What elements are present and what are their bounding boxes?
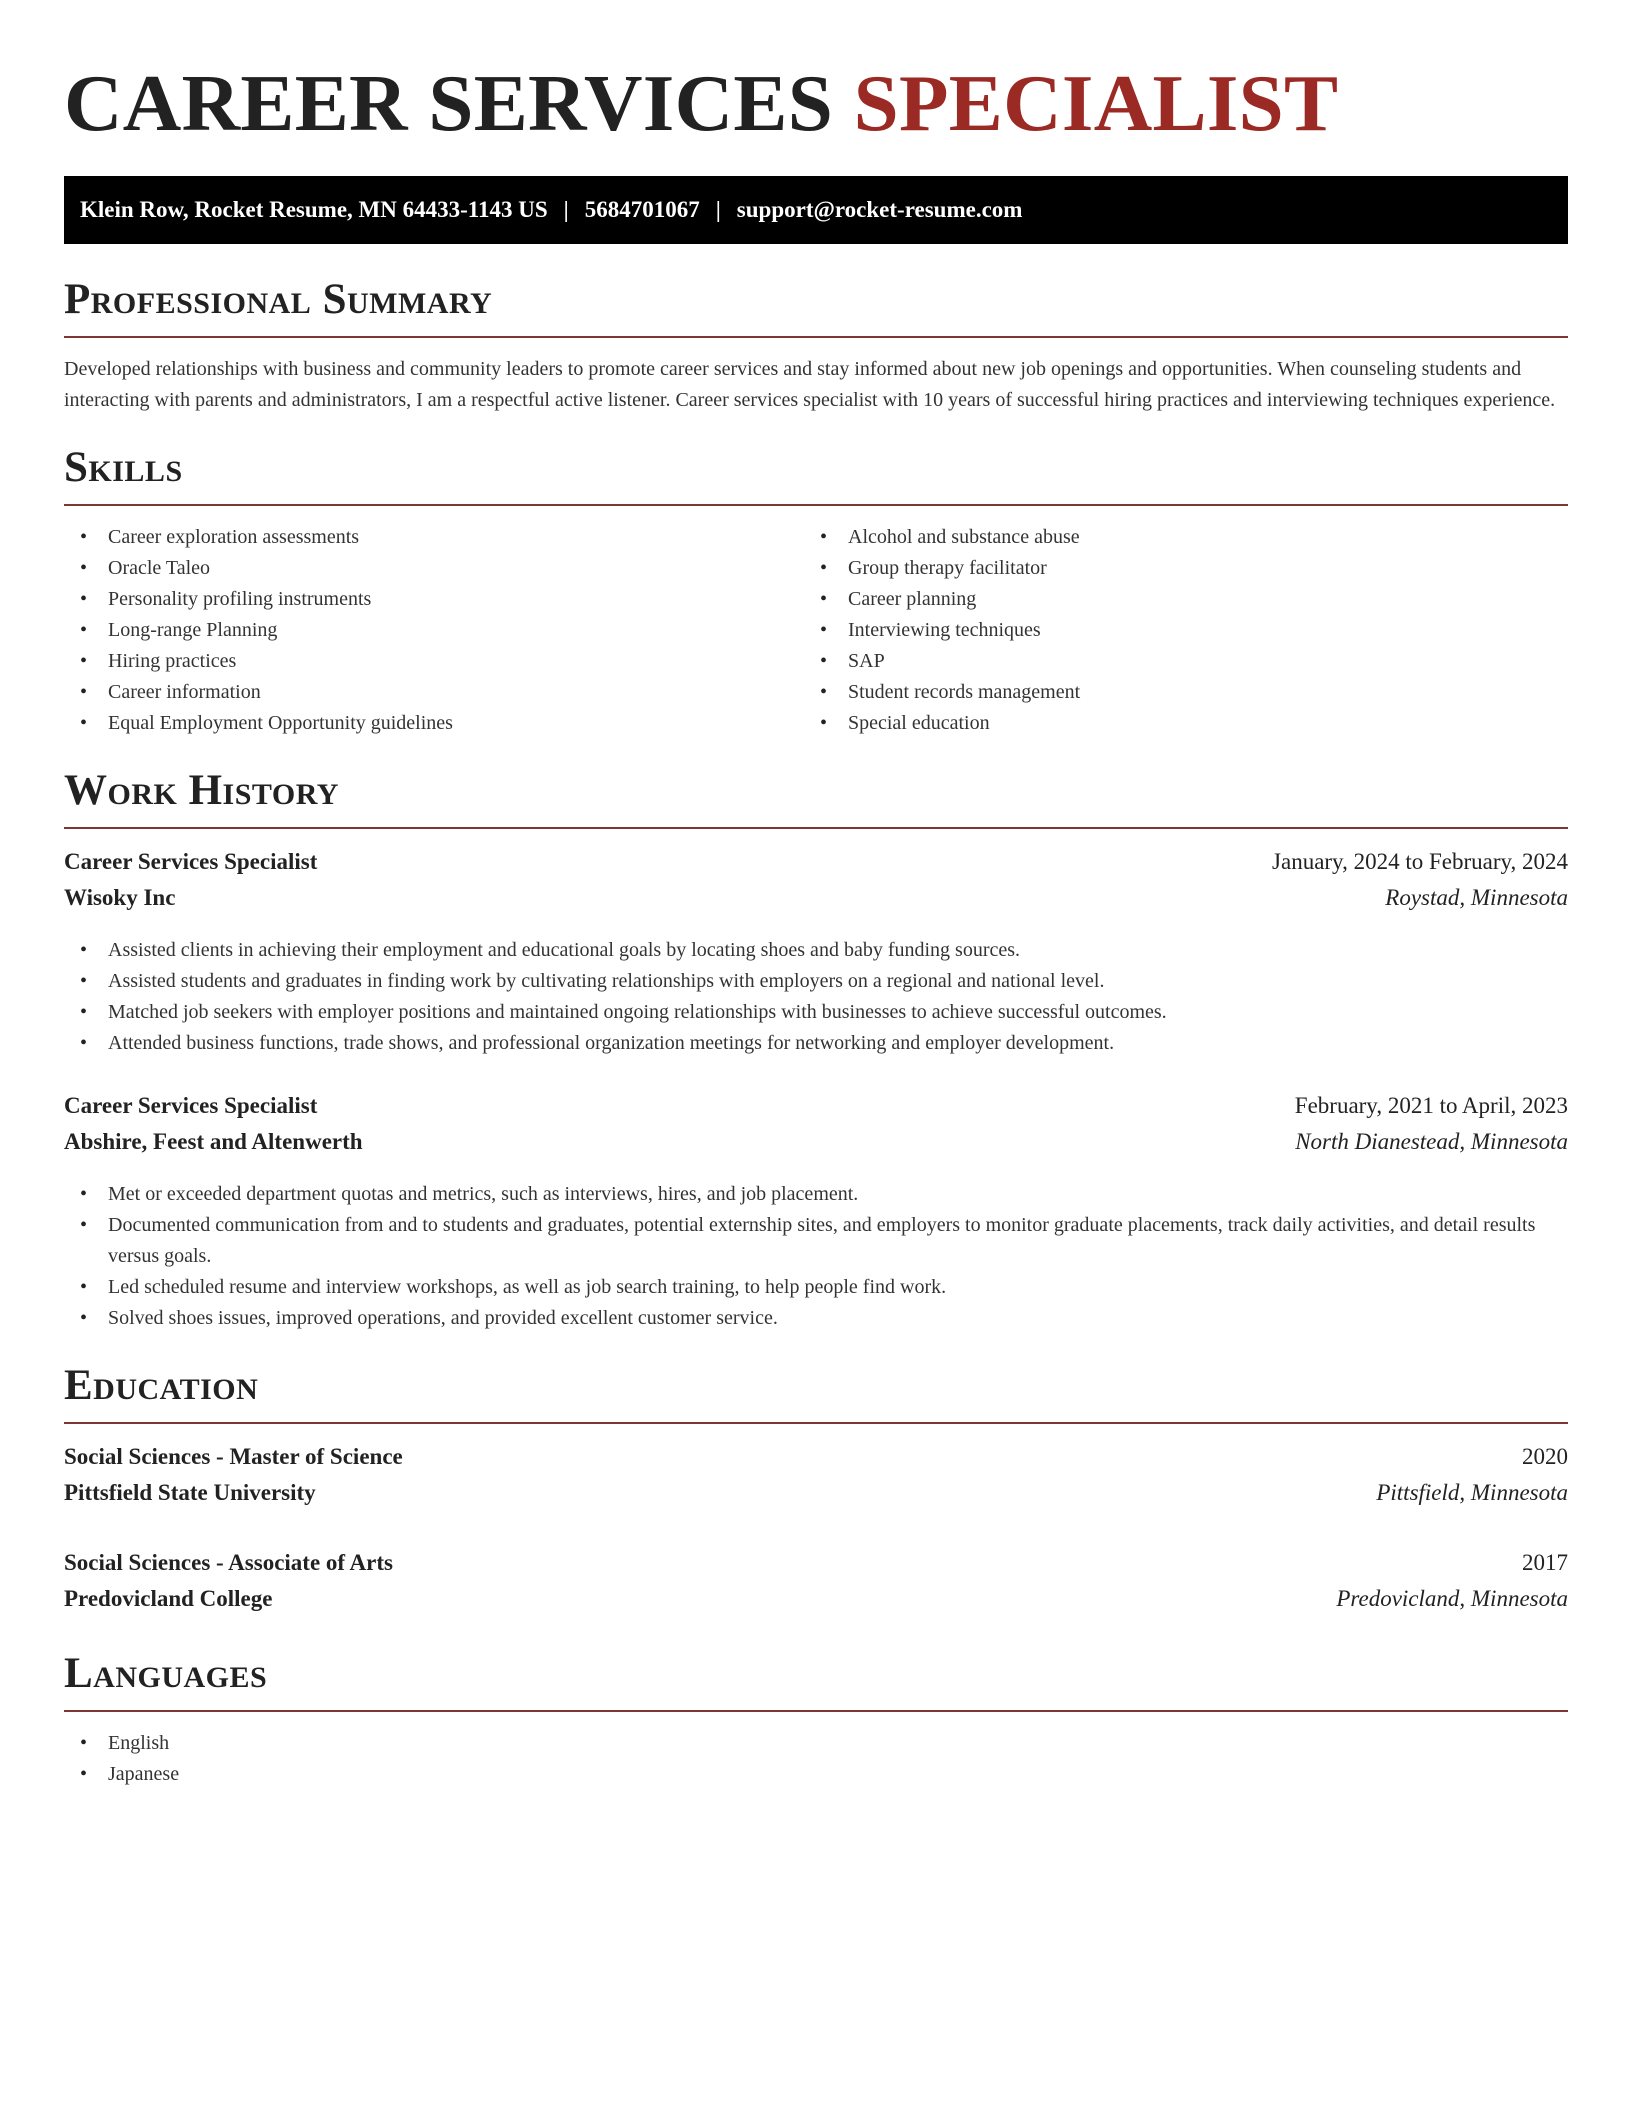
skill-item: • Personality profiling instruments — [64, 584, 804, 615]
title-part-2: SPECIALIST — [853, 58, 1339, 148]
job-location: North Dianestead, Minnesota — [1295, 1129, 1568, 1154]
school-location: Pittsfield, Minnesota — [1376, 1480, 1568, 1505]
degree: Social Sciences - Associate of Arts — [64, 1550, 393, 1575]
resume-page — [64, 56, 1568, 1790]
graduation-year: 2020 — [1522, 1444, 1568, 1469]
job-bullet: • Led scheduled resume and interview workshops, as well as job search training, to help people find work. — [64, 1272, 1568, 1303]
skill-item: • Long-range Planning — [64, 615, 804, 646]
section-heading: Languages — [64, 1650, 1568, 1712]
language-item: • Japanese — [64, 1759, 1568, 1790]
skill-item: • Career information — [64, 677, 804, 708]
job-company: Wisoky Inc — [64, 885, 176, 910]
skill-item: • Career exploration assessments — [64, 522, 804, 553]
degree: Social Sciences - Master of Science — [64, 1444, 403, 1469]
skill-item: • SAP — [804, 646, 1544, 677]
job-title: Career Services Specialist — [64, 1093, 318, 1118]
contact-phone: 5684701067 — [584, 197, 700, 222]
job-bullet: • Matched job seekers with employer positions and maintained ongoing relationships with businesses to achieve successful outcomes. — [64, 997, 1568, 1028]
section-heading: Work History — [64, 767, 1568, 829]
job-entry — [64, 1093, 1568, 1334]
job-location: Roystad, Minnesota — [1385, 885, 1568, 910]
summary-section — [64, 276, 1568, 416]
skill-item: • Group therapy facilitator — [804, 553, 1544, 584]
job-title: Career Services Specialist — [64, 849, 318, 874]
job-entry — [64, 849, 1568, 1059]
skill-item: • Interviewing techniques — [804, 615, 1544, 646]
job-bullet: • Solved shoes issues, improved operations, and provided excellent customer service. — [64, 1303, 1568, 1334]
education-entry — [64, 1444, 1568, 1516]
skill-item: • Hiring practices — [64, 646, 804, 677]
resume-title — [64, 56, 1568, 150]
section-heading: Education — [64, 1362, 1568, 1424]
summary-text: Developed relationships with business and community leaders to promote career services and stay informed about new job openings and opportunities. When counseling students and interacting with parents and administrators, I am a respectful active listener. Career services specialist with 10 years of successful hiring practices and interviewing techniques experience. — [64, 358, 1556, 411]
languages-section — [64, 1650, 1568, 1790]
skills-list-right — [804, 522, 1544, 739]
job-company: Abshire, Feest and Altenwerth — [64, 1129, 363, 1154]
job-bullet: • Documented communication from and to students and graduates, potential externship sites, and employers to monitor graduate placements, track daily activities, and detail results versus goals. — [64, 1210, 1568, 1272]
skill-item: • Career planning — [804, 584, 1544, 615]
job-dates: February, 2021 to April, 2023 — [1294, 1093, 1568, 1118]
school-location: Predovicland, Minnesota — [1336, 1586, 1568, 1611]
skills-section — [64, 444, 1568, 739]
skill-item: • Student records management — [804, 677, 1544, 708]
skill-item: • Equal Employment Opportunity guidelines — [64, 708, 804, 739]
job-dates: January, 2024 to February, 2024 — [1272, 849, 1568, 874]
job-bullets — [64, 1179, 1568, 1334]
language-item: • English — [64, 1728, 1568, 1759]
skill-item: • Oracle Taleo — [64, 553, 804, 584]
contact-email: support@rocket-resume.com — [736, 197, 1023, 222]
contact-separator: | — [563, 197, 569, 222]
contact-separator: | — [715, 197, 721, 222]
contact-address: Klein Row, Rocket Resume, MN 64433-1143 US — [80, 197, 548, 222]
job-bullets — [64, 935, 1568, 1059]
title-part-1: CAREER SERVICES — [64, 58, 834, 148]
work-history-section — [64, 767, 1568, 1334]
skill-item: • Special education — [804, 708, 1544, 739]
job-bullet: • Assisted students and graduates in finding work by cultivating relationships with employers on a regional and national level. — [64, 966, 1568, 997]
section-heading: Skills — [64, 444, 1568, 506]
contact-bar — [64, 176, 1568, 244]
graduation-year: 2017 — [1522, 1550, 1568, 1575]
education-entry — [64, 1550, 1568, 1622]
skills-columns — [64, 522, 1568, 739]
skills-list-left — [64, 522, 804, 739]
job-bullet: • Attended business functions, trade shows, and professional organization meetings for networking and employer development. — [64, 1028, 1568, 1059]
school-name: Predovicland College — [64, 1586, 273, 1611]
languages-list — [64, 1728, 1568, 1790]
job-bullet: • Assisted clients in achieving their employment and educational goals by locating shoes and baby funding sources. — [64, 935, 1568, 966]
job-bullet: • Met or exceeded department quotas and metrics, such as interviews, hires, and job placement. — [64, 1179, 1568, 1210]
education-section — [64, 1362, 1568, 1622]
section-heading: Professional Summary — [64, 276, 1568, 338]
skill-item: • Alcohol and substance abuse — [804, 522, 1544, 553]
school-name: Pittsfield State University — [64, 1480, 316, 1505]
